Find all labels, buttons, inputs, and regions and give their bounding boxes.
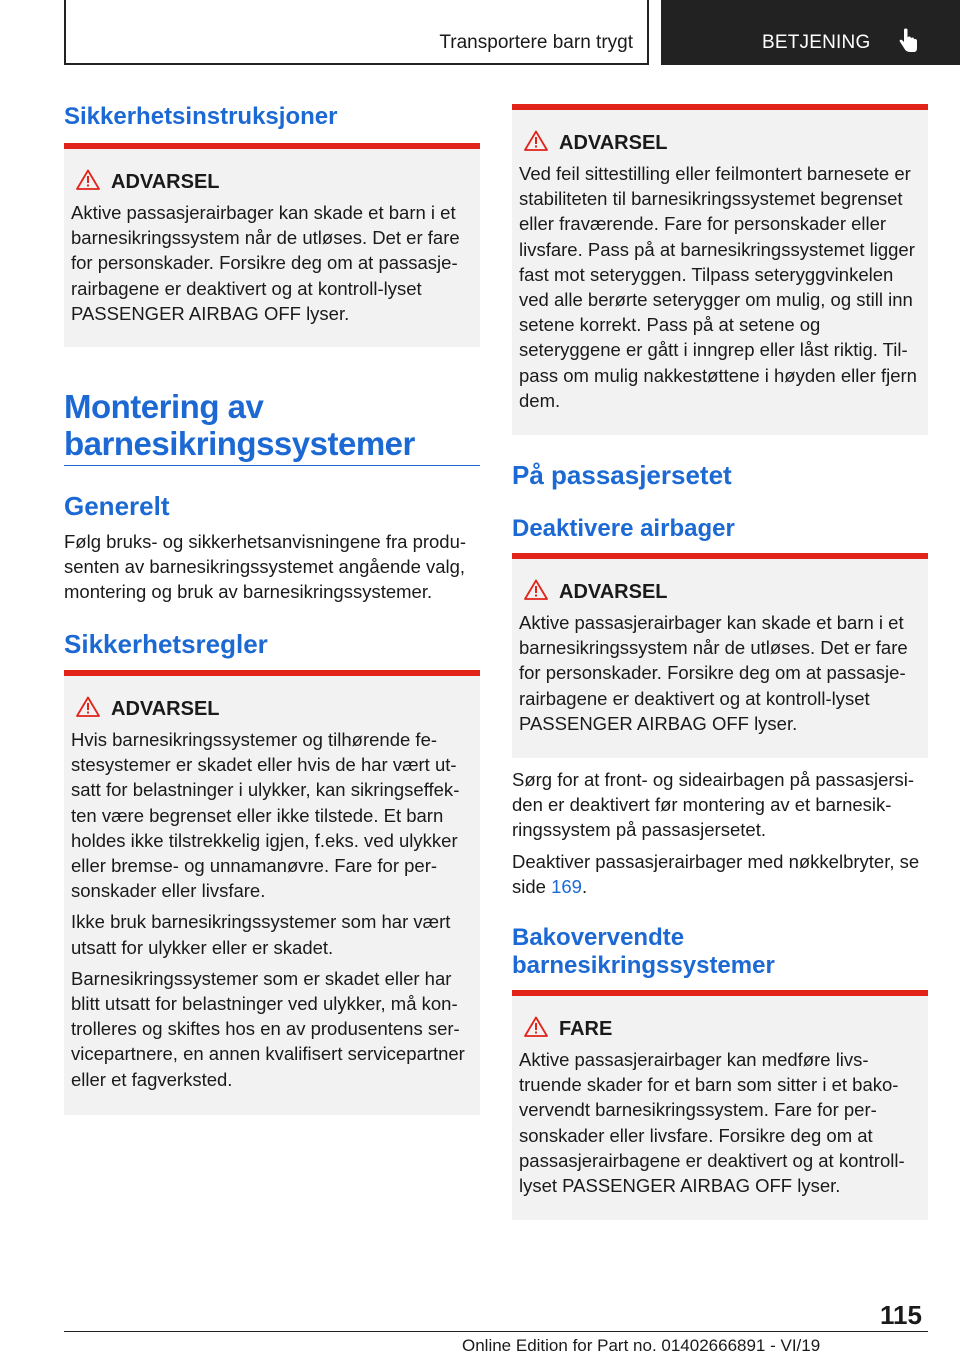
warning-text: Aktive passasjerairbager kan skade et barn i et barnesikringssystem når de utløses. Det er fare for personskader. Forsikre deg om at passasjerairbagene er deaktivert og at kontroll-lyset PASSENGER AIRBAG OFF lyser. <box>519 612 908 734</box>
warning-paragraph: Hvis barnesikringssystemer og tilhørende festesystemer er skadet eller hvis de har vært utsatt for belastninger i ulykker, kan sikringseffekten være begrenset eller ikke tilstede. Et barn holdes ikke tilstrekkelig igjen, f.eks. ved ulykker eller bremse- og unnamanøvre. Fare for personskader eller livsfare. <box>71 729 460 902</box>
footer-divider <box>64 1331 928 1332</box>
section-title: Transportere barn trygt <box>439 32 633 53</box>
safety-instructions-heading: Sikkerhetsinstruksjoner <box>64 103 338 130</box>
safety-rules-heading: Sikkerhetsregler <box>64 629 268 659</box>
deactivate-airbags-heading: Deaktivere airbager <box>512 515 735 542</box>
warning-title: ADVARSEL <box>111 698 220 720</box>
danger-text: Aktive passasjerairbager kan medføre livstruende skader for et barn som sitter i et bakovervendt barnesikringssystem. Fare for personskader eller livsfare. Forsikre deg om at passasjerairbagene er deaktivert og at kontrolllyset PASSENGER AIRBAG OFF lyser. <box>519 1049 905 1197</box>
warning-box-passenger-airbag <box>512 553 928 758</box>
warning-title: ADVARSEL <box>559 581 668 603</box>
rear-facing-heading <box>512 924 775 980</box>
warning-box-damaged-systems <box>64 670 480 1115</box>
header-section-box <box>64 0 649 65</box>
general-heading: Generelt <box>64 491 170 521</box>
warning-box-seat-position <box>512 104 928 435</box>
page-number: 115 <box>880 1300 922 1330</box>
heading-divider <box>64 465 480 466</box>
page-reference-link[interactable]: 169 <box>551 875 582 897</box>
deactivate-paragraph-with-link <box>512 849 928 899</box>
passenger-seat-heading: På passasjersetet <box>512 460 732 490</box>
deactivate-paragraph: Sørg for at front- og sideairbagen på passasjersiden er deaktivert før montering av et barnesikringssystem på passasjersetet. <box>512 769 915 841</box>
danger-box-rear-facing <box>512 990 928 1220</box>
main-heading-line2: barnesikringssystemer <box>64 425 415 462</box>
warning-box-airbag <box>64 143 480 347</box>
warning-triangle-icon <box>524 1016 548 1037</box>
warning-triangle-icon <box>76 696 100 717</box>
warning-text <box>71 727 474 1092</box>
warning-paragraph: Barnesikringssystemer som er skadet eller har blitt utsatt for belastninger ved ulykker, må kontrolleres og skiftes hos en av produsentens servicepartnere, en annen kvalifisert servicepartner eller et fagverksted. <box>71 967 465 1090</box>
warning-text: Aktive passasjerairbager kan skade et barn i et barnesikringssystem når de utløses. Det er fare for personskader. Forsikre deg om at passasjerairbagene er deaktivert og at kontroll-lyset PASSENGER AIRBAG OFF lyser. <box>71 202 460 324</box>
danger-title: FARE <box>559 1018 613 1040</box>
main-heading <box>64 388 415 462</box>
pointing-hand-icon <box>897 28 919 54</box>
warning-triangle-icon <box>76 169 100 190</box>
rear-facing-heading-line1: Bakovervendte <box>512 924 685 951</box>
chapter-title: BETJENING <box>762 32 871 53</box>
main-heading-line1: Montering av <box>64 388 264 425</box>
warning-triangle-icon <box>524 579 548 600</box>
warning-title: ADVARSEL <box>111 171 220 193</box>
chapter-tab[interactable] <box>661 0 960 65</box>
deactivate-paragraph-text: Deaktiver passasjerairbager med nøkkelbryter, se side <box>512 850 920 897</box>
deactivate-text <box>512 767 928 899</box>
rear-facing-heading-line2: barnesikringssystemer <box>512 952 775 979</box>
warning-text: Ved feil sittestilling eller feilmontert barnesete er stabiliteten til barnesikringssystemet begrenset eller fraværende. Fare for personskader eller livsfare. Pass på at barnesikringssystemet ligger fast mot seteryggen. Tilpass seteryggvinkelen ved alle berørte seterygger om mulig, og still inn setene korrekt. Pass på at setene og seteryggene er gått i inngrep eller låst riktig. Tilpass om mulig nakkestøttene i høyden eller fjern dem. <box>519 163 917 411</box>
warning-title: ADVARSEL <box>559 132 668 154</box>
footer-edition: Online Edition for Part no. 01402666891 - VI/19 <box>462 1336 821 1355</box>
deactivate-paragraph-end: . <box>581 875 588 897</box>
general-text: Følg bruks- og sikkerhetsanvisningene fra produsenten av barnesikringssystemet angående valg, montering og bruk av barnesikringssystemer. <box>64 531 467 603</box>
warning-paragraph: Ikke bruk barnesikringssystemer som har vært utsatt for ulykker eller er skadet. <box>71 911 451 958</box>
warning-triangle-icon <box>524 130 548 151</box>
